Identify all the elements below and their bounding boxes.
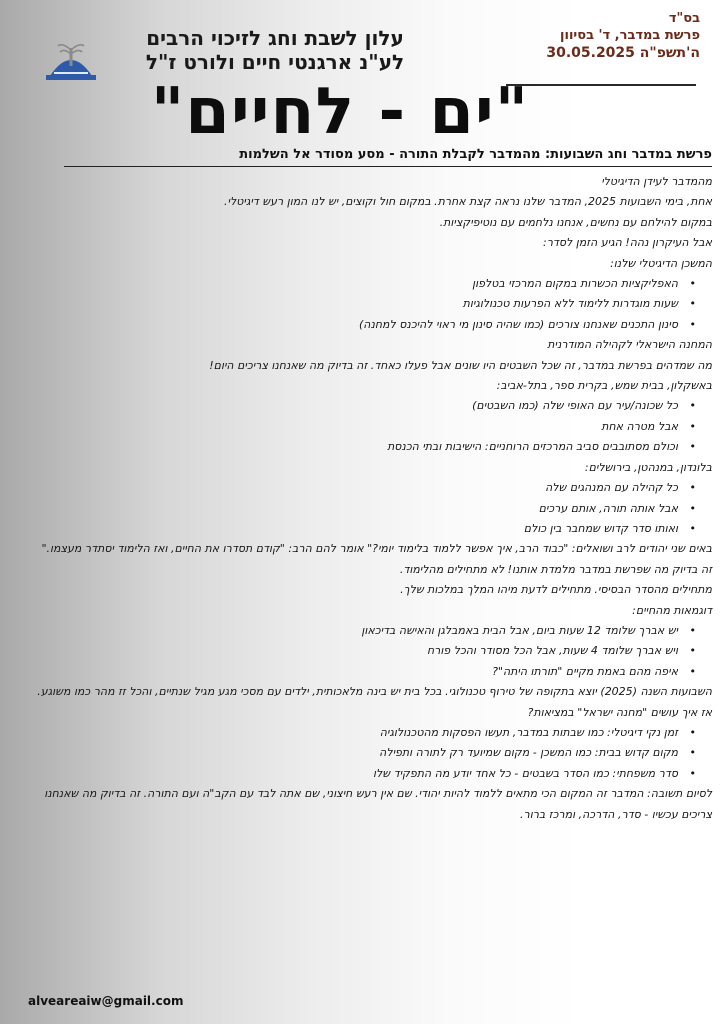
bsd-mark: בס"ד (668, 11, 700, 26)
paragraph: באשקלון, בבית שמש, בקרית ספר, בתל-אביב: (496, 379, 712, 393)
article-subtitle: פרשת במדבר וחג השבועות: מהמדבר לקבלת התורה - מסע מסודר אל השלמות (64, 146, 712, 167)
paragraph: המשכן הדיגיטלי שלנו: (610, 256, 712, 270)
bullet-list (28, 723, 712, 784)
bullet-list (28, 274, 712, 335)
list-item: • כל שכונה/עיר עם האופי שלה (כמו השבטים) (28, 396, 678, 416)
list-item: • כל קהילה עם המנהגים שלה (28, 478, 678, 498)
list-item: • ויש אברך שלומד 4 שעות, אבל הכל מסודר והכל פורח (28, 641, 678, 661)
bullet-list (28, 396, 712, 457)
list-item: • אבל אותה תורה, אותם ערכים (28, 499, 678, 519)
paragraph: המחנה הישראלי לקהילה המודרנית (547, 338, 712, 352)
paragraph: השבועות השנה (2025) יוצא בתקופה של טירוף טכנולוגי. בכל בית יש בינה מלאכותית, ילדים עם מסכי מגע מגיל שנתיים, והכל זז מהר כמו משוגע. (37, 685, 712, 699)
dedication-line-1: עלון לשבת וחג לזיכוי הרבים (146, 26, 404, 50)
paragraph: מה שמדהים בפרשת במדבר, זה שכל השבטים היו שונים אבל פעלו כאחד. זה בדיוק מה שאנחנו צריכים היום! (209, 358, 712, 372)
main-title: "ים - לחיים" (150, 75, 530, 149)
list-item: • ואותו סדר קדוש שמחבר בין כולם (28, 519, 678, 539)
contact-email[interactable]: alveareaiw@gmail.com (28, 994, 184, 1008)
bullet-list (28, 478, 712, 539)
paragraph: מתחילים מהסדר הבסיסי. מתחילים לדעת מיהו המלך במלכות שלך. (400, 583, 712, 597)
paragraph: באים שני יהודים לרב ושואלים: "כבוד הרב, איך אפשר ללמוד בלימוד יומי?" אומר להם הרב: "קודם תסדרו את החיים, ואז הלימוד יסתדר מעצמו." זה בדיוק מה שפרשת במדבר מלמדת אותנו! לא מתחילים מהלימוד. (41, 542, 712, 576)
paragraph: לסיום תשובה: המדבר זה המקום הכי מתאים ללמוד להיות יהודי. שם אין רעש חיצוני, שם אתה לבד עם הקב"ה ועם התורה. זה בדיוק מה שאנחנו צריכים עכשיו - סדר, הדרכה, ומרכז ברור. (44, 787, 712, 821)
paragraph: אבל העיקרון נהה! הגיע הזמן לסדר: (542, 236, 712, 250)
paragraph: בלונדון, במנהטן, בירושלים: (584, 460, 712, 474)
list-item: • מקום קדוש בבית: כמו המשכן - מקום שמיועד רק לתורה ותפילה (28, 743, 678, 763)
list-item: • סינון התכנים שאנחנו צורכים (כמו שהיה סינון מי ראוי להיכנס למחנה) (28, 315, 678, 335)
dedication-heading (100, 26, 450, 74)
bullet-list (28, 621, 712, 682)
article-body (28, 172, 712, 825)
list-item: • סדר משפחתי: כמו הסדר בשבטים - כל אחד יודע מה התפקיד שלו (28, 764, 678, 784)
list-item: • יש אברך שלומד 12 שעות ביום, אבל הבית באמבלגן והאישה בדיכאון (28, 621, 678, 641)
paragraph: אז איך עושים "מחנה ישראל" במציאות? (527, 705, 712, 719)
header-corner (470, 10, 700, 62)
dedication-line-2: לע"נ ארגנטי חיים ולורט ז"ל (145, 50, 405, 74)
list-item: • האפליקציות הכשרות במקום המרכזי בטלפון (28, 274, 678, 294)
list-item: • איפה מהם באמת מקיים "תורתו היתה"? (28, 662, 678, 682)
list-item: • וכולם מסתובבים סביב המרכזים הרוחניים: הישיבות ובתי הכנסת (28, 437, 678, 457)
parasha-line: פרשת במדבר, ד' בסיוון (560, 28, 700, 43)
paragraph: דוגמאות מהחיים: (632, 603, 712, 617)
list-item: • שעות מוגדרות ללימוד ללא הפרעות טכנולוגיות (28, 294, 678, 314)
paragraph: מהמדבר לעידן הדיגיטלי (601, 175, 712, 188)
paragraph: במקום להילחם עם נחשים, אנחנו נלחמים עם נוטיפיקציות. (439, 215, 712, 229)
paragraph: אחת, בימי השבועות 2025, המדבר שלנו נראה קצת אחרת. במקום חול וקוצים, יש לנו המון רעש דיגיטלי. (224, 195, 712, 209)
list-item: • אבל מטרה אחת (28, 417, 678, 437)
tree-dome-logo-icon (44, 36, 98, 84)
date-line: ה'תשפ"ה 30.05.2025 (546, 45, 700, 61)
list-item: • זמן נקי דיגיטלי: כמו שבתות במדבר, תעשו הפסקות מהטכנולוגיה (28, 723, 678, 743)
